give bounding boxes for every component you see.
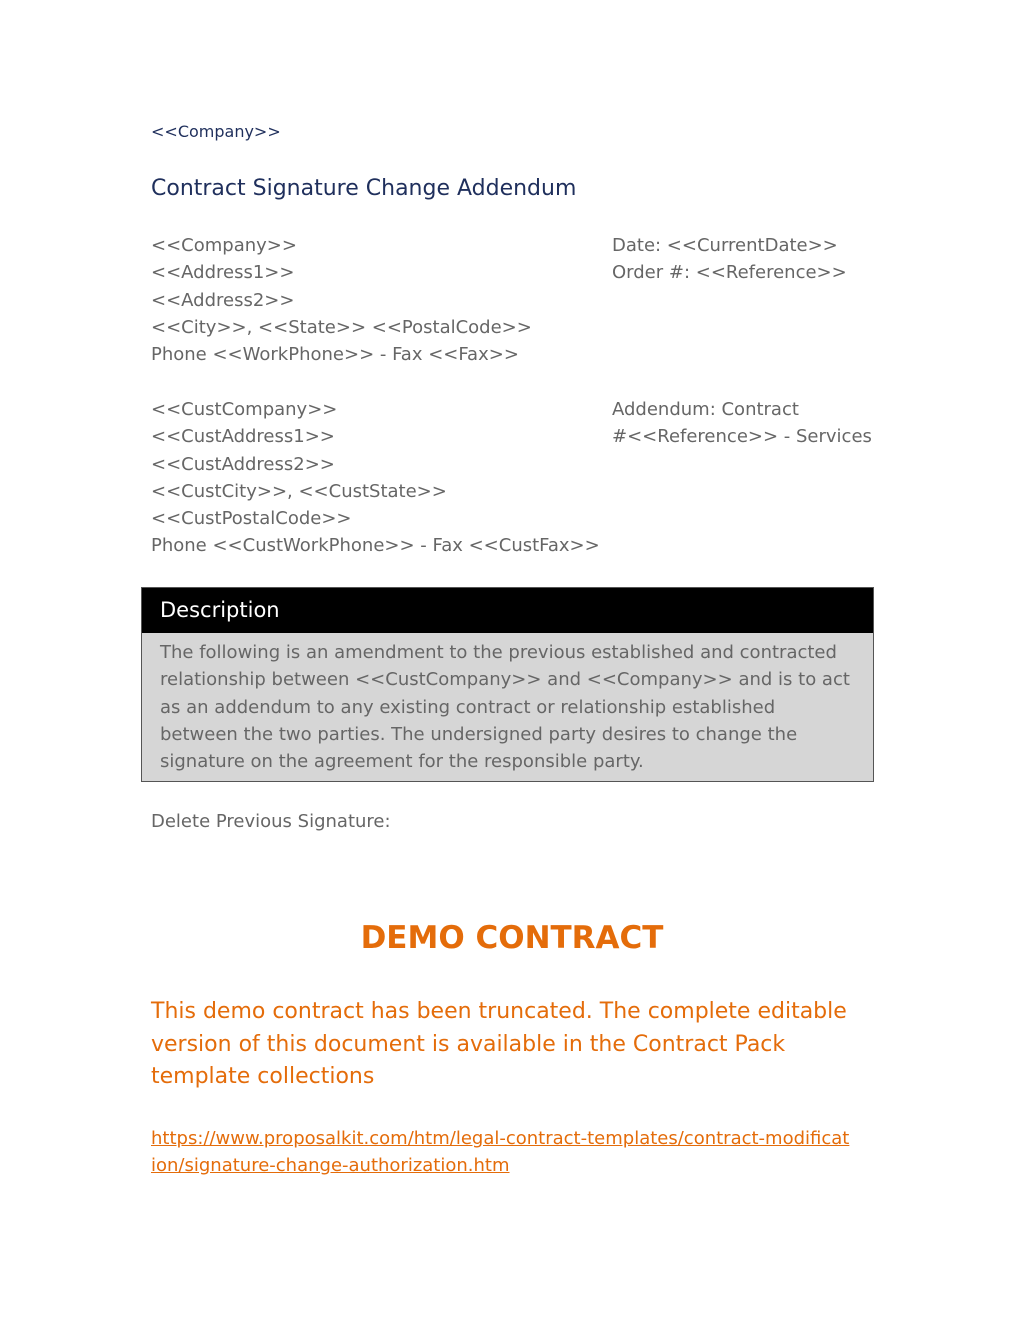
customer-address-block: [151, 396, 600, 560]
demo-contract-title: DEMO CONTRACT: [360, 920, 664, 956]
company-address2: <<Address2>>: [151, 289, 295, 311]
company-address-block: [151, 232, 532, 368]
demo-truncation-note: This demo contract has been truncated. The complete editable version of this document is available in the Contract Pack template collections: [151, 999, 847, 1089]
description-box: [141, 587, 874, 782]
description-header: Description: [142, 588, 873, 633]
cust-postal-code: <<CustPostalCode>>: [151, 508, 352, 530]
order-number: Order #: <<Reference>>: [612, 262, 847, 284]
cust-phone-fax: Phone <<CustWorkPhone>> - Fax <<CustFax>>: [151, 535, 600, 557]
order-date: Date: <<CurrentDate>>: [612, 235, 838, 256]
addendum-info-block: [612, 396, 872, 451]
company-address1: <<Address1>>: [151, 262, 295, 284]
company-city-state: <<City>>, <<State>> <<PostalCode>>: [151, 316, 532, 338]
cust-address1: <<CustAddress1>>: [151, 426, 335, 448]
delete-previous-signature-label: Delete Previous Signature:: [151, 811, 391, 832]
addendum-label: Addendum: Contract: [612, 399, 799, 420]
document-title: Contract Signature Change Addendum: [151, 176, 577, 201]
company-name: <<Company>>: [151, 235, 297, 256]
cust-city-state: <<CustCity>>, <<CustState>>: [151, 480, 447, 502]
order-info-block: [612, 232, 847, 287]
company-phone-fax: Phone <<WorkPhone>> - Fax <<Fax>>: [151, 344, 519, 366]
addendum-reference: #<<Reference>> - Services: [612, 426, 872, 448]
cust-address2: <<CustAddress2>>: [151, 453, 335, 475]
description-body: The following is an amendment to the previous established and contracted relationship between <<CustCompany>> and <<Company>> and is to act as an addendum to any existing contract or relationship established between the two parties. The undersigned party desires to change the signature on the agreement for the responsible party.: [142, 633, 873, 781]
header-company: <<Company>>: [151, 122, 281, 141]
cust-company: <<CustCompany>>: [151, 399, 338, 420]
contract-pack-link[interactable]: https://www.proposalkit.com/htm/legal-contract-templates/contract-modification/signature-change-authorization.htm: [151, 1128, 850, 1177]
